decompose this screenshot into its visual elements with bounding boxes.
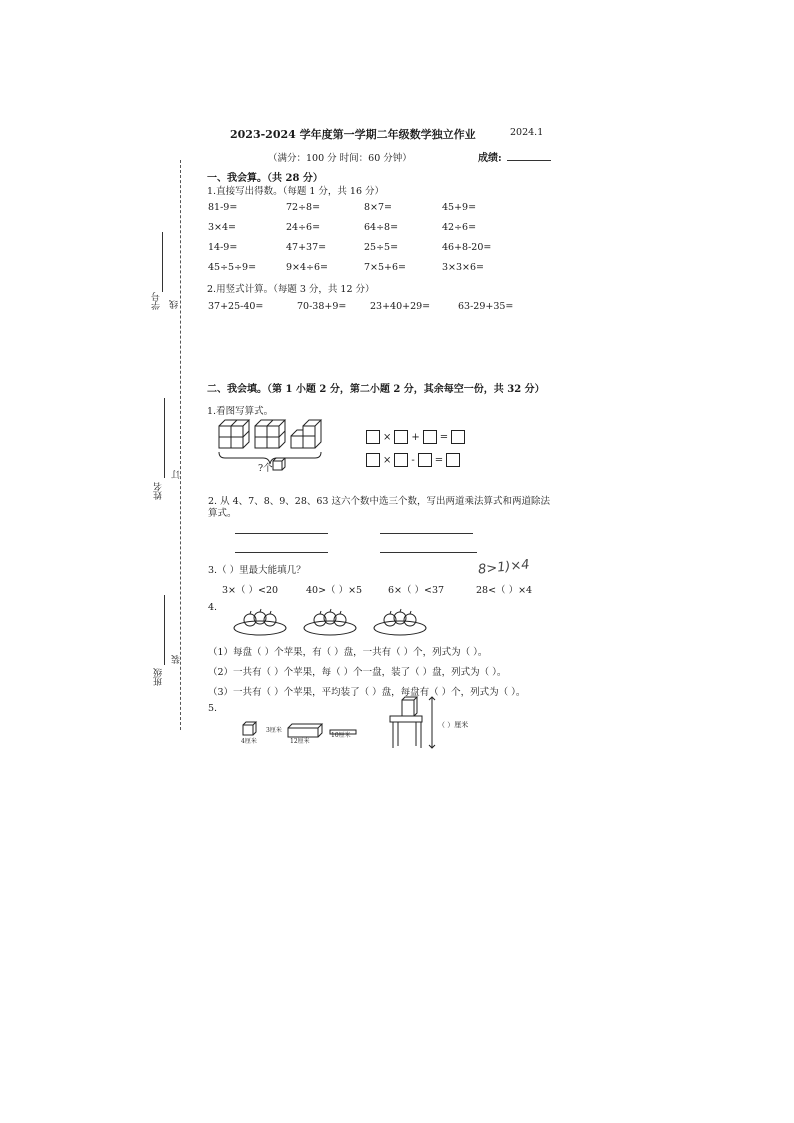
calc-item: 81-9=	[208, 202, 238, 213]
vertical-calc-item: 63-29+35=	[458, 301, 514, 312]
score-label: 成绩:	[478, 153, 502, 164]
section2-q5-label: 5.	[208, 703, 218, 714]
section1-q1-title: 1.直接写出得数。（每题 1 分，共 16 分）	[207, 186, 385, 197]
info-label: （满分：100 分 时间：60 分钟）	[268, 153, 412, 164]
operator: =	[434, 454, 444, 466]
section2-q3-title: 3.（ ）里最大能填几？	[208, 565, 306, 576]
page-title: 2023-2024 学年度第一学期二年级数学独立作业	[230, 128, 476, 141]
answer-box[interactable]	[394, 453, 408, 467]
calc-item: 25÷5=	[364, 242, 399, 253]
section2-q2-text-1: 2. 从 4、7、8、9、28、63 这六个数中选三个数，写出两道乘法算式和两道除法	[208, 496, 550, 507]
answer-box[interactable]	[446, 453, 460, 467]
height-answer: （ ）厘米	[438, 721, 469, 729]
answer-box[interactable]	[366, 453, 380, 467]
small-cube-icon	[243, 722, 256, 735]
brace-question-label: ?个	[258, 463, 273, 474]
length-label: 3厘米	[266, 727, 282, 734]
q3-item: 3×（ ）<20	[222, 585, 279, 596]
apple-plate-3	[374, 609, 426, 635]
calc-item: 46+8-20=	[442, 242, 492, 253]
equation-row-2	[366, 453, 460, 467]
handwritten-note: 8>1)×4	[477, 557, 531, 578]
margin-class-label: 班级	[154, 668, 164, 686]
length-label: 10厘米	[331, 732, 351, 739]
section2-q1-title: 1.看图写算式。	[207, 406, 274, 417]
section2-q2-text-2: 算式。	[208, 508, 237, 519]
margin-line-label: 线	[170, 300, 180, 309]
operator: +	[411, 431, 420, 443]
margin-name-underline	[164, 398, 165, 478]
answer-line[interactable]	[235, 533, 328, 534]
q4-line: （1）每盘（ ）个苹果，有（ ）盘，一共有（ ）个，列式为（ ）。	[208, 647, 488, 658]
vertical-calc-item: 23+40+29=	[370, 301, 431, 312]
operator: ×	[383, 454, 392, 466]
answer-line[interactable]	[380, 533, 473, 534]
table-with-box-figure	[386, 694, 440, 750]
answer-box[interactable]	[423, 430, 437, 444]
score-blank[interactable]	[507, 160, 551, 161]
operator: -	[411, 454, 415, 466]
answer-line[interactable]	[380, 552, 477, 553]
margin-class-underline	[164, 595, 165, 665]
q3-item: 40>（ ）×5	[306, 585, 363, 596]
margin-zhuang-label: 装	[172, 655, 182, 664]
apple-plate-1	[234, 609, 286, 635]
apple-plate-2	[304, 609, 356, 635]
answer-line[interactable]	[235, 552, 328, 553]
calc-item: 64÷8=	[364, 222, 399, 233]
q4-line: （3）一共有（ ）个苹果，平均装了（ ）盘，每盘有（ ）个，列式为（ ）。	[208, 687, 526, 698]
section1-title: 一、我会算。（共 28 分）	[207, 173, 323, 184]
q3-item: 6×（ ）<37	[388, 585, 445, 596]
q4-line: （2）一共有（ ）个苹果，每（ ）个一盘，装了（ ）盘，列式为（ ）。	[208, 667, 507, 678]
cube-group-2	[255, 420, 285, 448]
margin-ding-label: 订	[172, 470, 182, 479]
equation-row-1	[366, 430, 465, 444]
calc-item: 47+37=	[286, 242, 327, 253]
length-label: 4厘米	[241, 738, 257, 745]
calc-item: 8×7=	[364, 202, 393, 213]
calc-item: 9×4÷6=	[286, 262, 329, 273]
margin-name-label: 姓名	[154, 482, 164, 500]
q3-item: 28<（ ）×4	[476, 585, 533, 596]
operator: =	[439, 431, 449, 443]
date-label: 2024.1	[510, 127, 544, 138]
calc-item: 14-9=	[208, 242, 238, 253]
section1-q2-title: 2.用竖式计算。（每题 3 分，共 12 分）	[207, 284, 375, 295]
section2-title: 二、我会填。（第 1 小题 2 分，第二小题 2 分，其余每空一份，共 32 分）	[207, 384, 545, 395]
operator: ×	[383, 431, 392, 443]
margin-student-no-label: 学号	[152, 292, 162, 310]
calc-item: 24÷6=	[286, 222, 321, 233]
answer-box[interactable]	[451, 430, 465, 444]
calc-item: 7×5+6=	[364, 262, 407, 273]
cube-group-1	[219, 420, 249, 448]
binding-margin-line	[180, 160, 181, 730]
answer-box[interactable]	[394, 430, 408, 444]
answer-box[interactable]	[366, 430, 380, 444]
calc-item: 45+9=	[442, 202, 477, 213]
apple-plates-figure	[232, 606, 432, 638]
length-label: 12厘米	[290, 738, 310, 745]
single-cube-icon	[272, 457, 286, 471]
vertical-calc-item: 37+25-40=	[208, 301, 264, 312]
answer-box[interactable]	[418, 453, 432, 467]
section2-q4-label: 4.	[208, 602, 218, 613]
vertical-calc-item: 70-38+9=	[297, 301, 347, 312]
cube-group-3	[291, 420, 321, 448]
calc-item: 3×3×6=	[442, 262, 485, 273]
calc-item: 45÷5÷9=	[208, 262, 257, 273]
calc-item: 42÷6=	[442, 222, 477, 233]
calc-item: 72÷8=	[286, 202, 321, 213]
calc-item: 3×4=	[208, 222, 237, 233]
margin-student-no-underline	[162, 232, 163, 292]
